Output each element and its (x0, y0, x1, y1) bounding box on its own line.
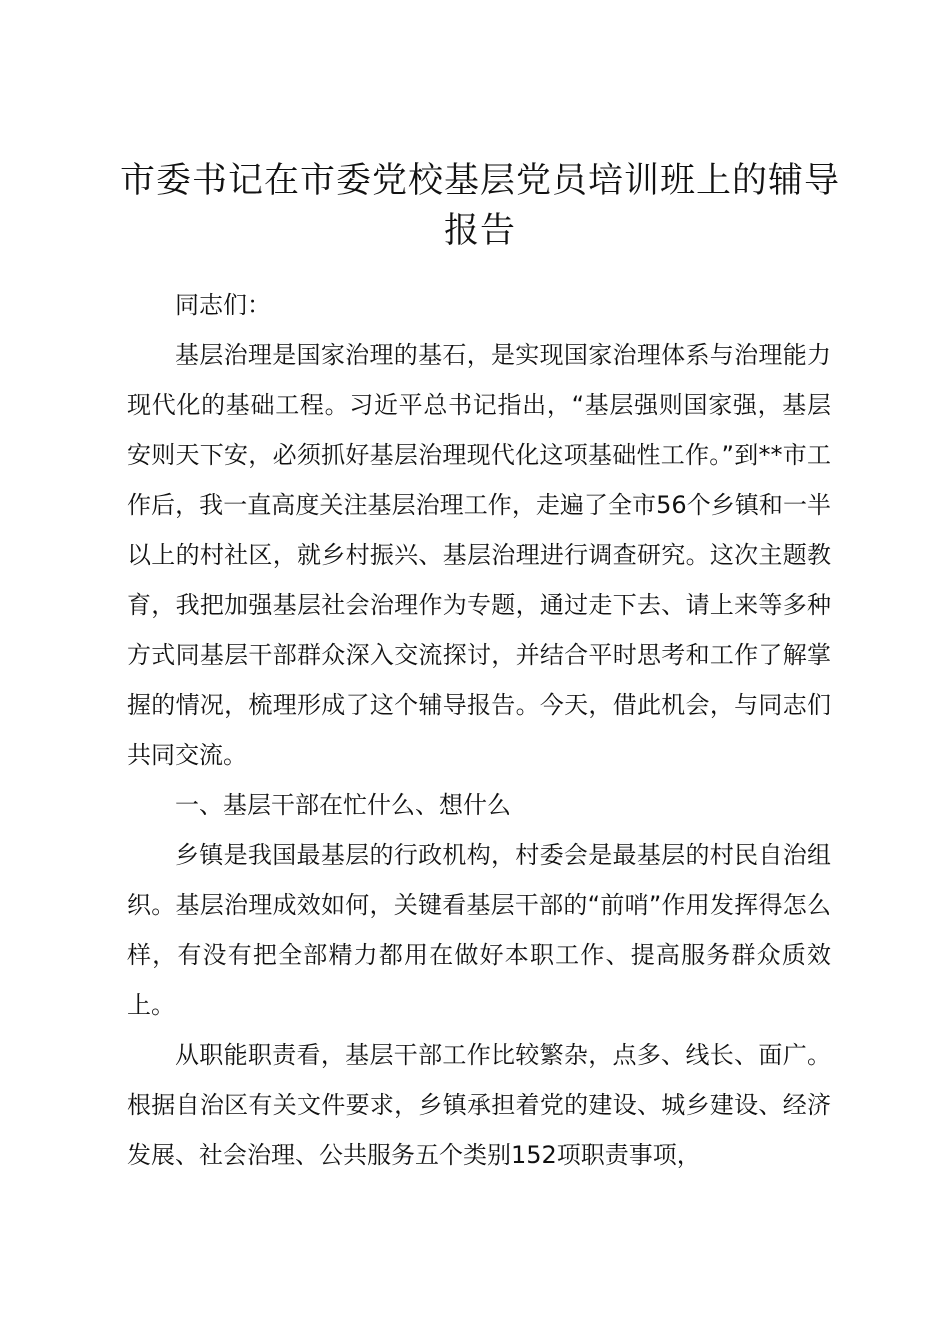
paragraph-township: 乡镇是我国最基层的行政机构，村委会是最基层的村民自治组织。基层治理成效如何，关键看基层干部的“前哨”作用发挥得怎么样，有没有把全部精力都用在做好本职工作、提高服务群众质效上。 (127, 841, 831, 1019)
document-title: 市委书记在市委党校基层党员培训班上的辅导报告 (120, 161, 841, 251)
document-body (127, 280, 831, 1180)
greeting: 同志们： (175, 291, 271, 319)
section-heading-1: 一、基层干部在忙什么、想什么 (175, 791, 511, 819)
paragraph-intro: 基层治理是国家治理的基石，是实现国家治理体系与治理能力现代化的基础工程。习近平总书记指出，“基层强则国家强，基层安则天下安，必须抓好基层治理现代化这项基础性工作。”到**市工作后，我一直高度关注基层治理工作，走遍了全市56个乡镇和一半以上的村社区，就乡村振兴、基层治理进行调查研究。这次主题教育，我把加强基层社会治理作为专题，通过走下去、请上来等多种方式同基层干部群众深入交流探讨，并结合平时思考和工作了解掌握的情况，梳理形成了这个辅导报告。今天，借此机会，与同志们共同交流。 (127, 341, 831, 769)
paragraph-duties: 从职能职责看，基层干部工作比较繁杂，点多、线长、面广。根据自治区有关文件要求，乡镇承担着党的建设、城乡建设、经济发展、社会治理、公共服务五个类别152项职责事项， (127, 1041, 831, 1169)
